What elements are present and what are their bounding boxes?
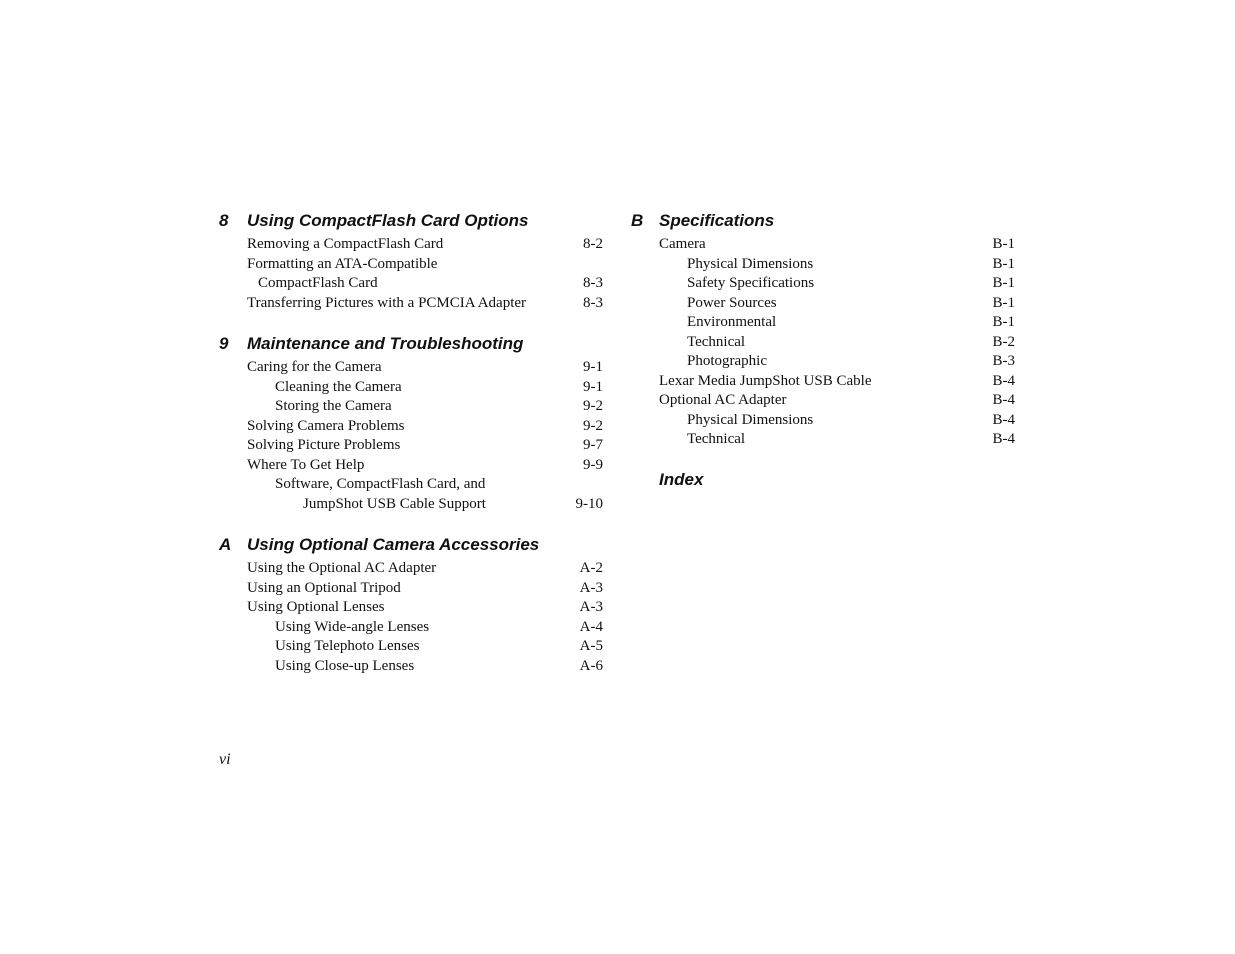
entry-title: CompactFlash Card [258, 275, 378, 291]
section-heading [219, 210, 603, 232]
entry-title: Physical Dimensions [687, 255, 814, 272]
entry-page: 9-9 [583, 456, 603, 473]
entry-page: B-2 [992, 333, 1015, 350]
section-title: Using Optional Camera Accessories [247, 535, 540, 554]
entry-page: B-4 [992, 411, 1015, 428]
section-heading[interactable] [631, 469, 1015, 491]
toc-entry[interactable] [219, 235, 603, 255]
entry-page: A-6 [579, 657, 603, 674]
entry-page: 8-2 [583, 236, 603, 252]
toc-section-9 [219, 333, 603, 514]
toc-entry-continuation[interactable] [219, 495, 603, 515]
entry-page: B-1 [992, 275, 1015, 291]
entry-page: 9-2 [583, 398, 603, 414]
toc-entry[interactable] [631, 255, 1015, 275]
entry-page: B-1 [992, 236, 1015, 252]
entry-page: B-1 [992, 314, 1015, 330]
toc-entry[interactable] [631, 235, 1015, 255]
entry-page: B-1 [992, 255, 1015, 272]
entry-title: JumpShot USB Cable Support [303, 495, 486, 512]
toc-entry[interactable] [631, 294, 1015, 314]
section-heading [219, 333, 603, 355]
toc-entry[interactable] [219, 397, 603, 417]
entry-title: Transferring Pictures with a PCMCIA Adapter [247, 294, 527, 311]
entry-title: Environmental [687, 314, 777, 330]
page-number: vi [219, 751, 231, 768]
toc-entry[interactable] [219, 559, 603, 579]
entry-title: Removing a CompactFlash Card [247, 236, 444, 252]
entry-page: 8-3 [583, 294, 603, 311]
toc-entry[interactable] [219, 579, 603, 599]
entry-page: 9-1 [583, 359, 603, 375]
toc-entry[interactable] [219, 456, 603, 476]
entry-title: Using Telephoto Lenses [275, 638, 420, 654]
entry-page: A-2 [579, 560, 603, 576]
entry-page: 9-10 [575, 495, 603, 512]
entry-title: Using an Optional Tripod [247, 579, 401, 596]
entry-title: Cleaning the Camera [275, 378, 402, 395]
entry-title: Power Sources [687, 294, 777, 311]
section-entries [631, 235, 1015, 450]
toc-entry[interactable] [219, 436, 603, 456]
entry-page: 9-1 [583, 378, 603, 395]
entry-page: B-3 [992, 353, 1015, 369]
section-heading [631, 210, 1015, 232]
toc-entry[interactable] [631, 352, 1015, 372]
toc-entry[interactable] [631, 372, 1015, 392]
section-entries [219, 235, 603, 313]
section-number: 8 [219, 211, 229, 230]
entry-page: A-4 [579, 618, 603, 635]
entry-title: Software, CompactFlash Card, and [275, 476, 486, 492]
section-title: Specifications [659, 211, 775, 230]
section-title: Using CompactFlash Card Options [247, 211, 529, 230]
entry-page: 8-3 [583, 275, 603, 291]
toc-entry-continuation[interactable] [219, 274, 603, 294]
section-number: 9 [219, 334, 229, 353]
section-number: A [219, 535, 232, 554]
toc-entry[interactable] [631, 391, 1015, 411]
toc-section-8 [219, 210, 603, 313]
entry-page: 9-2 [583, 417, 603, 434]
entry-title: Camera [659, 236, 706, 252]
section-number: B [631, 211, 644, 230]
entry-title: Using Close-up Lenses [275, 657, 415, 674]
section-entries [219, 559, 603, 676]
toc-entry[interactable] [219, 378, 603, 398]
entry-page: B-4 [992, 392, 1015, 408]
toc-section-index [631, 469, 1015, 491]
section-title: Maintenance and Troubleshooting [247, 334, 524, 353]
entry-title: Technical [687, 333, 746, 350]
toc-entry[interactable] [219, 255, 603, 275]
entry-title: Using Optional Lenses [247, 599, 385, 615]
toc-entry[interactable] [219, 657, 603, 677]
toc-entry[interactable] [219, 618, 603, 638]
section-entries [219, 358, 603, 514]
entry-title: Physical Dimensions [687, 411, 814, 428]
toc-entry[interactable] [631, 274, 1015, 294]
entry-title: Storing the Camera [275, 398, 392, 414]
entry-title: Solving Camera Problems [247, 417, 405, 434]
entry-title: Where To Get Help [247, 456, 365, 473]
entry-title: Solving Picture Problems [247, 437, 401, 453]
toc-entry[interactable] [219, 294, 603, 314]
section-heading [219, 534, 603, 556]
entry-title: Technical [687, 431, 746, 447]
toc-entry[interactable] [219, 417, 603, 437]
entry-title: Lexar Media JumpShot USB Cable [659, 372, 872, 389]
toc-entry[interactable] [219, 358, 603, 378]
entry-page: B-1 [992, 294, 1015, 311]
toc-entry[interactable] [631, 333, 1015, 353]
entry-page: A-5 [579, 638, 603, 654]
entry-title: Caring for the Camera [247, 359, 382, 375]
toc-entry[interactable] [631, 411, 1015, 431]
entry-page: A-3 [579, 579, 603, 596]
section-title: Index [659, 470, 704, 489]
toc-section-a [219, 534, 603, 676]
toc-entry[interactable] [219, 475, 603, 495]
entry-title: Using the Optional AC Adapter [247, 560, 437, 576]
entry-page: 9-7 [583, 437, 603, 453]
entry-page: A-3 [579, 599, 603, 615]
entry-title: Using Wide-angle Lenses [275, 618, 430, 635]
entry-page: B-4 [992, 431, 1015, 447]
toc-entry[interactable] [219, 598, 603, 618]
toc-entry[interactable] [219, 637, 603, 657]
entry-title: Safety Specifications [687, 275, 815, 291]
entry-page: B-4 [992, 372, 1015, 389]
entry-title: Photographic [687, 353, 767, 369]
toc-entry[interactable] [631, 430, 1015, 450]
toc-entry[interactable] [631, 313, 1015, 333]
entry-title: Formatting an ATA-Compatible [247, 255, 438, 272]
toc-section-b [631, 210, 1015, 450]
entry-title: Optional AC Adapter [659, 392, 787, 408]
